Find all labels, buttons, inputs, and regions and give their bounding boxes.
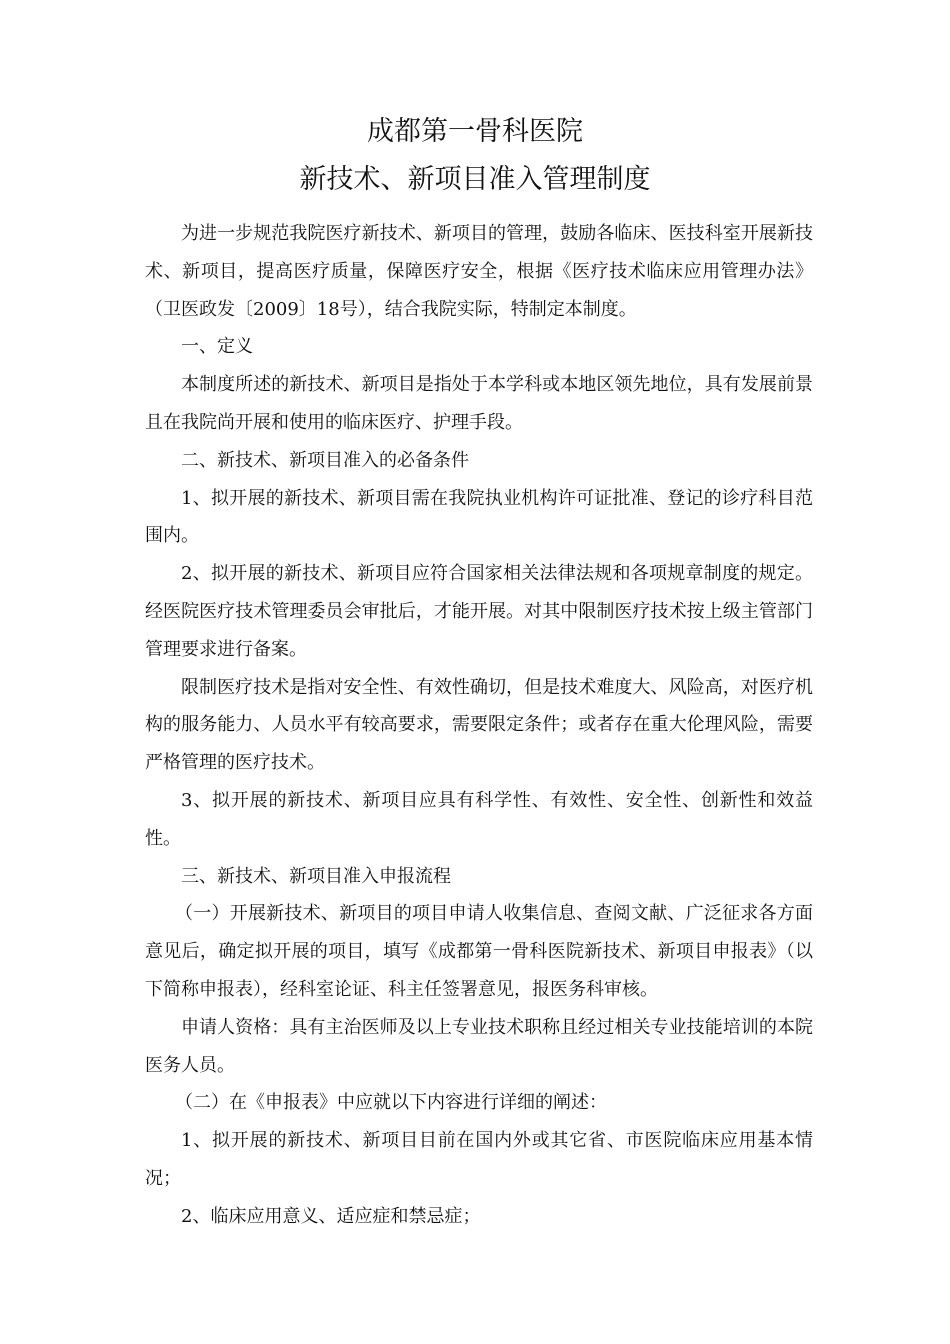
definition-paragraph: 本制度所述的新技术、新项目是指处于本学科或本地区领先地位，具有发展前景且在我院尚开展和使用的临床医疗、护理手段。 bbox=[145, 374, 813, 433]
process-step-1: （一）开展新技术、新项目的项目申请人收集信息、查阅文献、广泛征求各方面意见后，确定拟开展的项目，填写《成都第一骨科医院新技术、新项目申报表》（以下简称申报表），经科室论证、科主任签署意见，报医务科审核。 bbox=[145, 903, 813, 1000]
section-heading-definition: 一、定义 bbox=[181, 336, 253, 358]
document-body bbox=[145, 215, 813, 1236]
applicant-qualification: 申请人资格：具有主治医师及以上专业技术职称且经过相关专业技能培训的本院医务人员。 bbox=[145, 1016, 813, 1076]
condition-item-3: 3、拟开展的新技术、新项目应具有科学性、有效性、安全性、创新性和效益性。 bbox=[145, 789, 813, 849]
condition-item-2: 2、拟开展的新技术、新项目应符合国家相关法律法规和各项规章制度的规定。经医院医疗技术管理委员会审批后，才能开展。对其中限制医疗技术按上级主管部门管理要求进行备案。 bbox=[145, 563, 813, 660]
restricted-tech-paragraph: 限制医疗技术是指对安全性、有效性确切，但是技术难度大、风险高，对医疗机构的服务能力、人员水平有较高要求，需要限定条件；或者存在重大伦理风险，需要严格管理的医疗技术。 bbox=[145, 676, 813, 774]
detail-item-1: 1、拟开展的新技术、新项目目前在国内外或其它省、市医院临床应用基本情况； bbox=[145, 1130, 813, 1189]
detail-item-2: 2、临床应用意义、适应症和禁忌症； bbox=[181, 1205, 481, 1227]
hospital-title: 成都第一骨科医院 bbox=[367, 116, 583, 147]
condition-item-1: 1、拟开展的新技术、新项目需在我院执业机构许可证批准、登记的诊疗科目范围内。 bbox=[145, 487, 813, 547]
intro-paragraph: 为进一步规范我院医疗新技术、新项目的管理，鼓励各临床、医技科室开展新技术、新项目，提高医疗质量，保障医疗安全，根据《医疗技术临床应用管理办法》（卫医政发〔2009〕18号），结合我院实际，特制定本制度。 bbox=[145, 223, 813, 320]
process-step-2: （二）在《申报表》中应就以下内容进行详细的阐述： bbox=[175, 1092, 607, 1114]
section-heading-conditions: 二、新技术、新项目准入的必备条件 bbox=[181, 449, 469, 471]
section-heading-process: 三、新技术、新项目准入申报流程 bbox=[181, 865, 451, 887]
document-title: 新技术、新项目准入管理制度 bbox=[299, 164, 651, 195]
